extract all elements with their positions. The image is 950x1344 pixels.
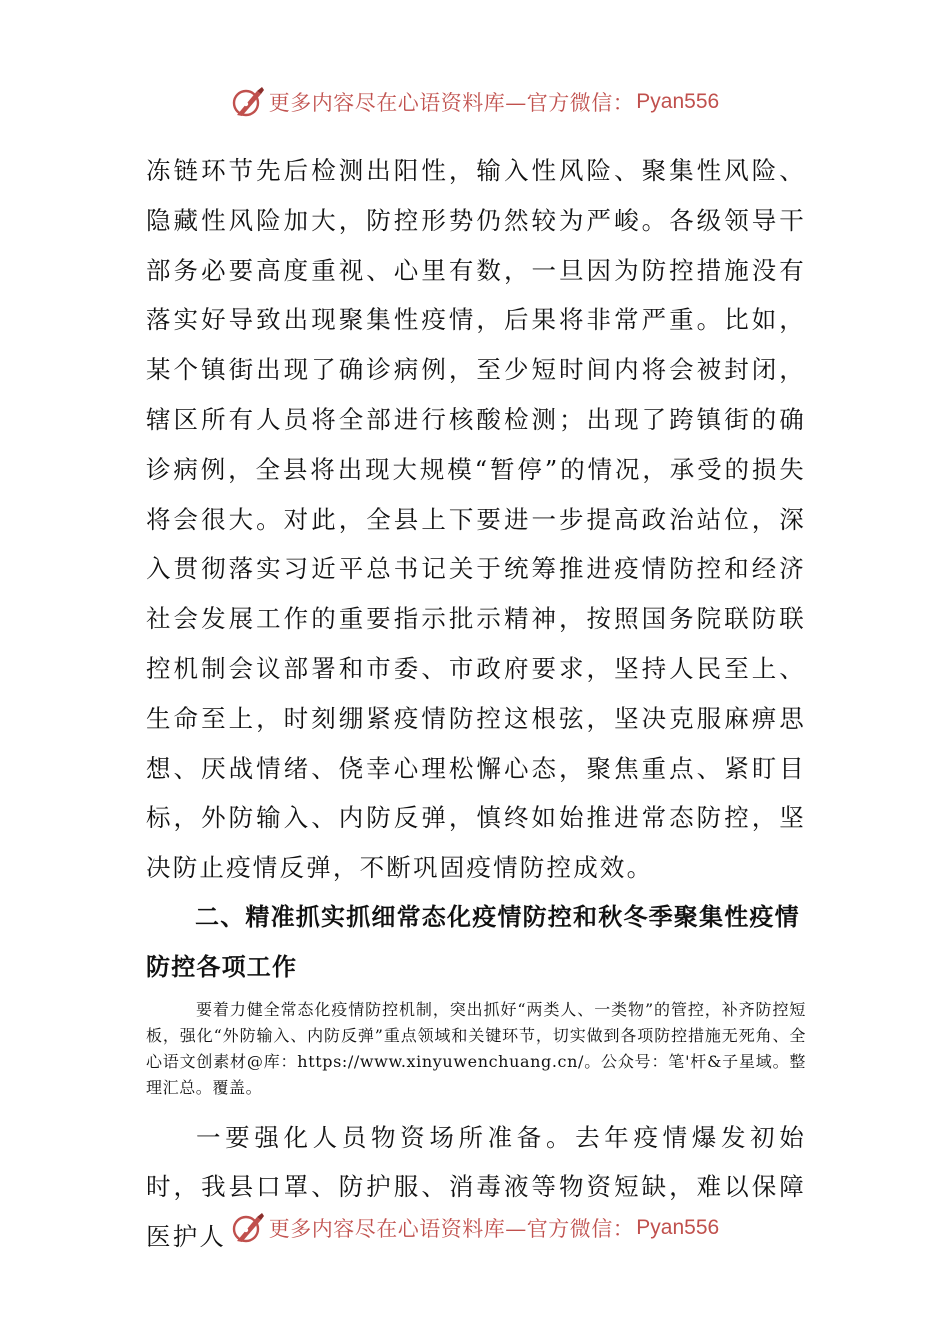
body-paragraph-continued: 冻链环节先后检测出阳性，输入性风险、聚集性风险、隐藏性风险加大，防控形势仍然较为严峻。各级领导干部务必要高度重视、心里有数，一旦因为防控措施没有落实好导致出现聚集性疫情，后果将非常严重。比如，某个镇街出现了确诊病例，至少短时间内将会被封闭，辖区所有人员将全部进行核酸检测；出现了跨镇街的确诊病例，全县将出现大规模“暂停”的情况，承受的损失将会很大。对此，全县上下要进一步提高政治站位，深入贯彻落实习近平总书记关于统筹推进疫情防控和经济社会发展工作的重要指示批示精神，按照国务院联防联控机制会议部署和市委、市政府要求，坚持人民至上、生命至上，时刻绷紧疫情防控这根弦，坚决克服麻痹思想、厌战情绪、侥幸心理松懈心态，聚焦重点、紧盯目标，外防输入、内防反弹，慎终如始推进常态防控，坚决防止疫情反弹，不断巩固疫情防控成效。 (146, 156, 806, 883)
banner-wechat-id: Pyan556 (636, 1216, 720, 1239)
banner-text: 更多内容尽在心语资料库—官方微信： (268, 91, 635, 115)
header-watermark-banner (0, 82, 950, 122)
banner-text: 更多内容尽在心语资料库—官方微信： (268, 1217, 635, 1241)
pen-nib-circle-icon (231, 1211, 265, 1245)
document-body (146, 146, 806, 1262)
inserted-small-paragraph: 要着力健全常态化疫情防控机制，突出抓好“两类人、一类物”的管控，补齐防控短板，强化“外防输入、内防反弹”重点领域和关键环节，切实做到各项防控措施无死角、全心语文创素材@库：https://www.xinyuwenchuang.cn/。公众号：笔'杆&子星域。整理汇总。覆盖。 (146, 999, 806, 1097)
footer-watermark-banner (0, 1208, 950, 1248)
pen-nib-circle-icon (231, 85, 265, 119)
banner-wechat-id: Pyan556 (636, 90, 720, 113)
section-heading-2: 二、精准抓实抓细常态化疫情防控和秋冬季聚集性疫情防控各项工作 (146, 902, 800, 981)
body-paragraph-item-1: 一要强化人员物资场所准备。去年疫情爆发初始时，我县口罩、防护服、消毒液等物资短缺，难以保障医护人 (146, 1122, 806, 1252)
